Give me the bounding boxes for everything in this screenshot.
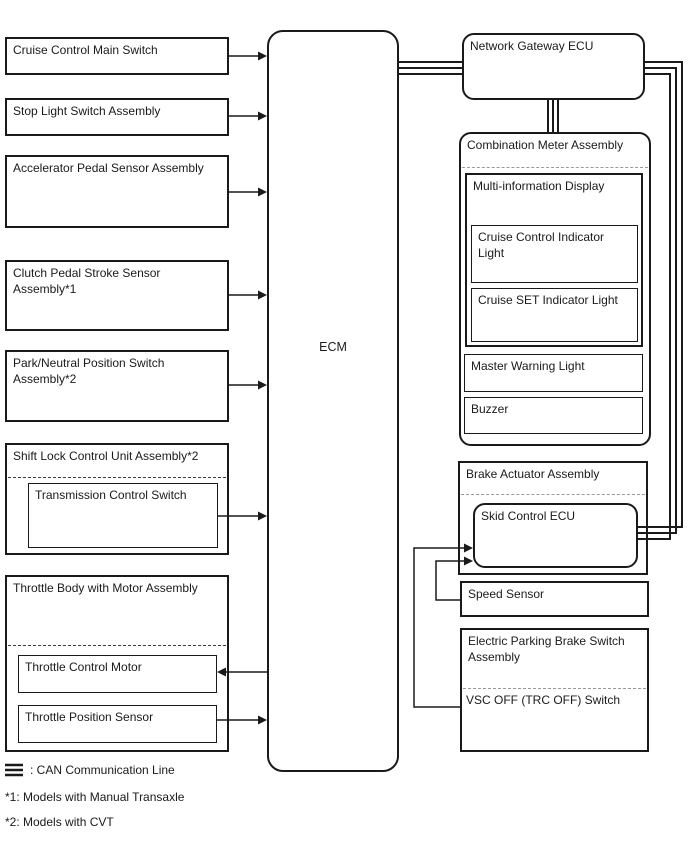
- node-clutch-pedal-stroke-sensor-assembly: [5, 260, 229, 331]
- node-label: Speed Sensor: [468, 587, 545, 601]
- node-label: Cruise Control Main Switch: [13, 43, 158, 57]
- node-vsc-off-switch: VSC OFF (TRC OFF) Switch: [466, 693, 620, 707]
- node-throttle-position-sensor: [18, 705, 217, 743]
- node-label: Throttle Body with Motor Assembly: [13, 581, 198, 595]
- ecm-label: ECM: [319, 340, 347, 354]
- node-label: Stop Light Switch Assembly: [13, 104, 161, 118]
- group-divider: [462, 167, 648, 168]
- legend-note-1: *1: Models with Manual Transaxle: [5, 790, 185, 804]
- can-line-icon: [5, 765, 23, 775]
- arrowhead: [258, 512, 267, 521]
- node-park-neutral-position-switch-assembly: [5, 350, 229, 422]
- node-label: Clutch Pedal Stroke Sensor Assembly*1: [13, 266, 161, 296]
- group-divider: [8, 477, 226, 478]
- node-cruise-set-indicator-light: [471, 288, 638, 342]
- node-skid-control-ecu: [473, 503, 638, 568]
- node-label: Transmission Control Switch: [35, 488, 187, 502]
- arrowhead: [258, 381, 267, 390]
- node-label: Electric Parking Brake Switch Assembly: [468, 634, 625, 664]
- group-divider: [461, 494, 645, 495]
- node-label: Cruise SET Indicator Light: [478, 293, 618, 307]
- node-buzzer: [464, 397, 643, 434]
- node-label: Park/Neutral Position Switch Assembly*2: [13, 356, 165, 386]
- node-master-warning-light: [464, 354, 643, 392]
- node-label: Accelerator Pedal Sensor Assembly: [13, 161, 204, 175]
- node-label: Buzzer: [471, 402, 509, 416]
- node-label: Brake Actuator Assembly: [466, 467, 600, 481]
- node-network-gateway-ecu: [462, 33, 645, 100]
- node-stop-light-switch-assembly: [5, 98, 229, 136]
- legend-note-2: *2: Models with CVT: [5, 815, 114, 829]
- node-cruise-control-main-switch: [5, 37, 229, 75]
- node-label: Throttle Control Motor: [25, 660, 142, 674]
- node-label: Multi-information Display: [473, 179, 605, 193]
- node-ecm: [267, 30, 399, 772]
- node-label: Combination Meter Assembly: [467, 138, 624, 152]
- node-label: Shift Lock Control Unit Assembly*2: [13, 449, 199, 463]
- node-throttle-control-motor: [18, 655, 217, 693]
- node-transmission-control-switch: [28, 483, 218, 548]
- node-electric-parking-brake-switch-assembly: [460, 628, 649, 752]
- node-label: Cruise Control Indicator Light: [478, 230, 605, 260]
- node-speed-sensor: [460, 581, 649, 617]
- node-label: Master Warning Light: [471, 359, 585, 373]
- group-divider: [463, 688, 646, 689]
- arrowhead: [258, 188, 267, 197]
- arrowhead: [258, 112, 267, 121]
- group-divider: [8, 645, 226, 646]
- node-label: Network Gateway ECU: [470, 39, 594, 53]
- node-label: Throttle Position Sensor: [25, 710, 154, 724]
- node-accelerator-pedal-sensor-assembly: [5, 155, 229, 228]
- arrowhead: [258, 52, 267, 61]
- arrowhead: [258, 716, 267, 725]
- legend-can-line: : CAN Communication Line: [30, 763, 175, 777]
- node-label: Skid Control ECU: [481, 509, 576, 523]
- node-cruise-control-indicator-light: [471, 225, 638, 283]
- arrowhead: [258, 291, 267, 300]
